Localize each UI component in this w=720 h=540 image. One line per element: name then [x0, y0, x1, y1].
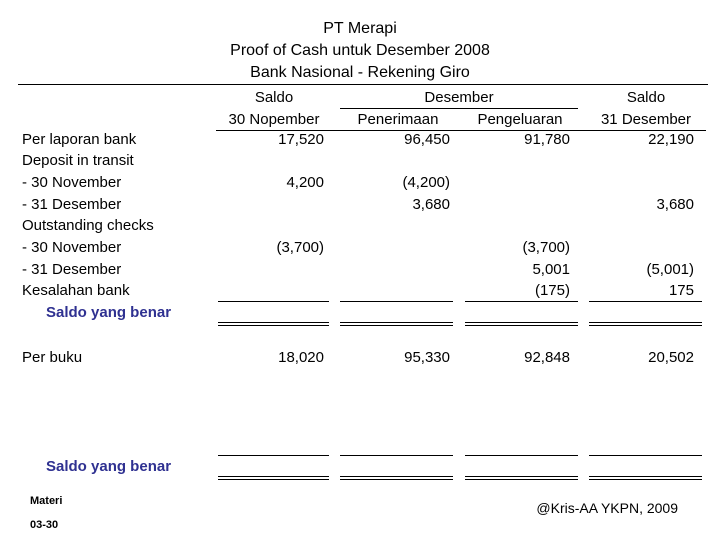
header-month: Desember	[424, 89, 494, 106]
table-row	[0, 237, 720, 259]
total-double-rule	[340, 325, 453, 326]
cell-saldo-dec: 22,190	[648, 131, 694, 148]
cell-receipts: 3,680	[412, 196, 450, 213]
table-row	[0, 280, 720, 302]
total-double-rule	[218, 479, 329, 480]
table-row	[0, 129, 720, 151]
header-disbursements: Pengeluaran	[477, 111, 563, 128]
cell-saldo-nov: 4,200	[286, 174, 324, 191]
total-double-rule	[218, 322, 329, 323]
cell-saldo-dec: 175	[668, 282, 694, 299]
cell-receipts: 96,450	[404, 131, 450, 148]
row-label: - 31 Desember	[22, 261, 122, 278]
footer-page-number: 03-30	[30, 519, 59, 531]
cell-saldo-nov: (3,700)	[276, 239, 324, 256]
cell-saldo-dec: 3,680	[656, 196, 694, 213]
table-row-total	[0, 302, 720, 324]
cell-disbursements: (3,700)	[522, 239, 570, 256]
account-name: Bank Nasional - Rekening Giro	[250, 64, 470, 81]
cell-receipts: 95,330	[404, 349, 450, 366]
cell-disbursements: (175)	[534, 282, 570, 299]
total-double-rule	[589, 479, 702, 480]
total-double-rule	[589, 322, 702, 323]
row-label: Outstanding checks	[22, 217, 154, 234]
row-label: Per buku	[22, 349, 83, 366]
header-month-rule	[340, 108, 578, 109]
row-label: Kesalahan bank	[22, 282, 130, 299]
total-double-rule	[218, 325, 329, 326]
table-row	[0, 150, 720, 172]
header-saldo-left: Saldo	[254, 89, 294, 106]
report-name: Proof of Cash untuk Desember 2008	[230, 42, 490, 59]
total-double-rule	[465, 325, 578, 326]
cell-saldo-nov: 18,020	[278, 349, 324, 366]
table-row	[0, 259, 720, 281]
total-double-rule	[589, 476, 702, 477]
table-row	[0, 172, 720, 194]
row-label: Deposit in transit	[22, 152, 134, 169]
header-date-right: 31 Desember	[600, 111, 692, 128]
footer-materi: Materi	[30, 495, 63, 507]
total-double-rule	[465, 476, 578, 477]
top-rule	[18, 84, 708, 85]
cell-disbursements: 5,001	[532, 261, 570, 278]
cell-disbursements: 91,780	[524, 131, 570, 148]
row-label: Per laporan bank	[22, 131, 137, 148]
cell-saldo-dec: (5,001)	[646, 261, 694, 278]
total-double-rule	[340, 322, 453, 323]
row-label: Saldo yang benar	[46, 458, 172, 475]
header-receipts: Penerimaan	[357, 111, 439, 128]
table-row	[0, 194, 720, 216]
total-double-rule	[218, 476, 329, 477]
row-label: Saldo yang benar	[46, 304, 172, 321]
row-label: - 30 November	[22, 174, 122, 191]
table-row	[0, 215, 720, 237]
report-title-block	[0, 18, 720, 84]
total-double-rule	[340, 476, 453, 477]
total-double-rule	[340, 479, 453, 480]
table-row-total	[0, 456, 720, 478]
company-name: PT Merapi	[323, 20, 397, 37]
cell-disbursements: 92,848	[524, 349, 570, 366]
total-double-rule	[589, 325, 702, 326]
table-row	[0, 347, 720, 369]
footer-credit: @Kris-AA YKPN, 2009	[536, 500, 678, 516]
cell-saldo-dec: 20,502	[648, 349, 694, 366]
header-date-left: 30 Nopember	[228, 111, 320, 128]
row-label: - 30 November	[22, 239, 122, 256]
header-saldo-right: Saldo	[626, 89, 666, 106]
total-double-rule	[465, 479, 578, 480]
cell-saldo-nov: 17,520	[278, 131, 324, 148]
row-label: - 31 Desember	[22, 196, 122, 213]
total-double-rule	[465, 322, 578, 323]
cell-receipts: (4,200)	[402, 174, 450, 191]
